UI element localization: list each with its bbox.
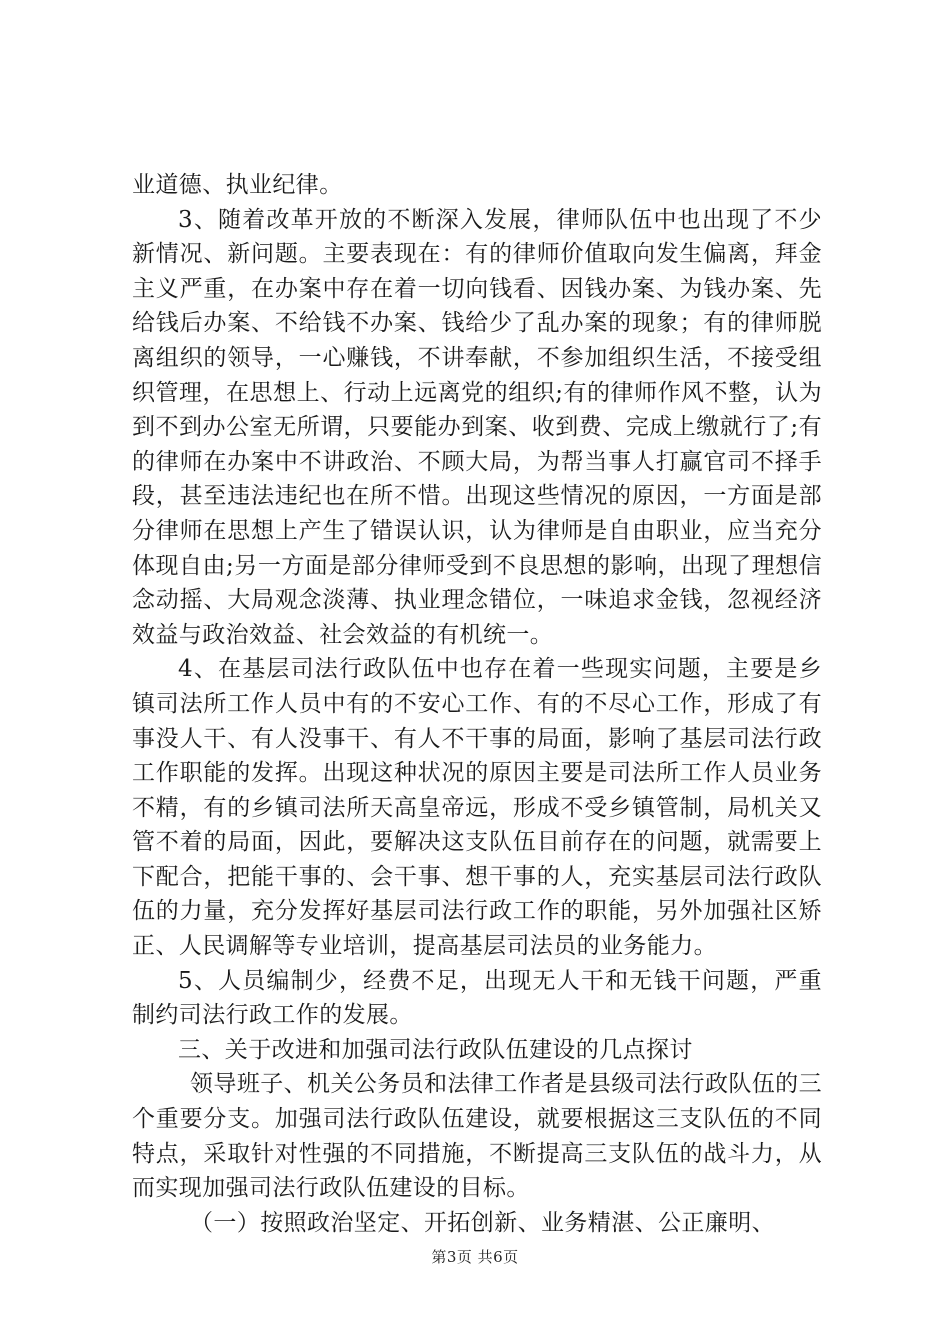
- paragraph-item-3: 3、随着改革开放的不断深入发展，律师队伍中也出现了不少新情况、新问题。主要表现在：有的律师价值取向发生偏离，拜金主义严重，在办案中存在着一切向钱看、因钱办案、为钱办案、先给钱后办案、不给钱不办案、钱给少了乱办案的现象；有的律师脱离组织的领导，一心赚钱，不讲奉献，不参加组织生活，不接受组织管理，在思想上、行动上远离党的组织;有的律师作风不整，认为到不到办公室无所谓，只要能办到案、收到费、完成上缴就行了;有的律师在办案中不讲政治、不顾大局，为帮当事人打赢官司不择手段，甚至违法违纪也在所不惜。出现这些情况的原因，一方面是部分律师在思想上产生了错误认识，认为律师是自由职业，应当充分体现自由;另一方面是部分律师受到不良思想的影响，出现了理想信念动摇、大局观念淡薄、执业理念错位，一味追求金钱，忽视经济效益与政治效益、社会效益的有机统一。: [132, 206, 822, 648]
- document-body: [132, 168, 822, 1240]
- subsection-heading-1: （一）按照政治坚定、开拓创新、业务精湛、公正廉明、: [190, 1209, 775, 1236]
- paragraph-item-5: 5、人员编制少，经费不足，出现无人干和无钱干问题，严重制约司法行政工作的发展。: [132, 967, 822, 1029]
- section-heading-3: 三、关于改进和加强司法行政队伍建设的几点探讨: [178, 1036, 693, 1063]
- page-number: 第3页 共6页: [431, 1248, 519, 1266]
- page-footer: [0, 1246, 950, 1267]
- paragraph-continuation: 业道德、执业纪律。: [132, 172, 343, 198]
- paragraph-item-4: 4、在基层司法行政队伍中也存在着一些现实问题，主要是乡镇司法所工作人员中有的不安心工作、有的不尽心工作，形成了有事没人干、有人没事干、有人不干事的局面，影响了基层司法行政工作职能的发挥。出现这种状况的原因主要是司法所工作人员业务不精，有的乡镇司法所天高皇帝远，形成不受乡镇管制，局机关又管不着的局面，因此，要解决这支队伍目前存在的问题，就需要上下配合，把能干事的、会干事、想干事的人，充实基层司法行政队伍的力量，充分发挥好基层司法行政工作的职能，另外加强社区矫正、人民调解等专业培训，提高基层司法员的业务能力。: [132, 656, 822, 960]
- paragraph-section-intro: 领导班子、机关公务员和法律工作者是县级司法行政队伍的三个重要分支。加强司法行政队伍建设，就要根据这三支队伍的不同特点，采取针对性强的不同措施，不断提高三支队伍的战斗力，从而实现加强司法行政队伍建设的目标。: [132, 1071, 822, 1202]
